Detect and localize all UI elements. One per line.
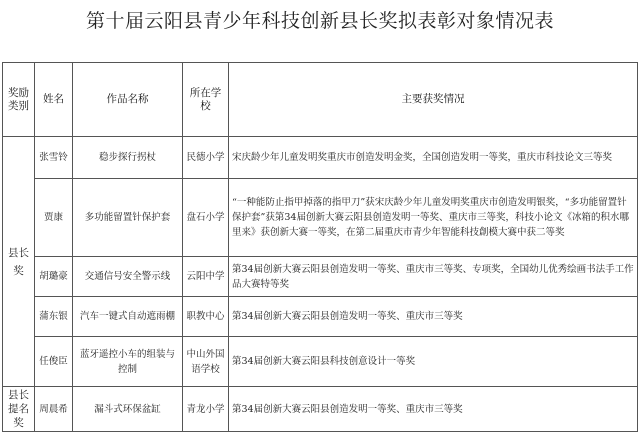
work-title: 稳步探行拐杖 [73, 137, 183, 179]
header-awards: 主要获奖情况 [229, 63, 638, 137]
work-title: 汽车一键式自动遮雨棚 [73, 297, 183, 337]
header-name: 姓名 [35, 63, 73, 137]
school-name: 中山外国语学校 [183, 337, 229, 387]
award-details: “一种能防止指甲掉落的指甲刀”获宋庆龄少年儿童发明奖重庆市创造发明银奖，“多功能留置针保护套”获第34届创新大赛云阳县创造发明一等奖、重庆市三等奖，科技小论文《冰箱的积水哪里来》获创新大赛一等奖，在第二届重庆市青少年智能科技創模大赛中获二等奖 [229, 179, 638, 257]
table-row [3, 257, 638, 297]
school-name: 云阳中学 [183, 257, 229, 297]
header-row [3, 63, 638, 137]
work-title: 蓝牙遥控小车的组装与控制 [73, 337, 183, 387]
school-name: 青龙小学 [183, 387, 229, 432]
category-cell: 县长提名奖 [3, 387, 35, 432]
school-name: 民德小学 [183, 137, 229, 179]
table-row [3, 179, 638, 257]
award-details: 第34届创新大赛云阳县创造发明一等奖、重庆市三等奖 [229, 387, 638, 432]
awards-table [2, 62, 638, 432]
award-details: 宋庆龄少年儿童发明奖重庆市创造发明金奖，全国创造发明一等奖，重庆市科技论文三等奖 [229, 137, 638, 179]
award-details: 第34届创新大赛云阳县创造发明一等奖、重庆市三等奖、专项奖，全国幼儿优秀绘画书法手工作品大赛特等奖 [229, 257, 638, 297]
student-name: 周晨希 [35, 387, 73, 432]
student-name: 蒲东银 [35, 297, 73, 337]
school-name: 职教中心 [183, 297, 229, 337]
student-name: 张雪铃 [35, 137, 73, 179]
header-school: 所在学校 [183, 63, 229, 137]
work-title: 多功能留置针保护套 [73, 179, 183, 257]
table-row [3, 297, 638, 337]
work-title: 漏斗式环保盆缸 [73, 387, 183, 432]
table-row [3, 337, 638, 387]
award-details: 第34届创新大赛云阳县科技创意设计一等奖 [229, 337, 638, 387]
header-work: 作品名称 [73, 63, 183, 137]
student-name: 胡璐豪 [35, 257, 73, 297]
category-cell: 县长奖 [3, 137, 35, 387]
document-title: 第十届云阳县青少年科技创新县长奖拟表彰对象情况表 [85, 10, 554, 32]
award-details: 第34届创新大赛云阳县创造发明一等奖、重庆市三等奖 [229, 297, 638, 337]
table-row [3, 387, 638, 432]
table-row [3, 137, 638, 179]
school-name: 盘石小学 [183, 179, 229, 257]
student-name: 任俊臣 [35, 337, 73, 387]
header-category: 奖励类别 [3, 63, 35, 137]
student-name: 贾康 [35, 179, 73, 257]
work-title: 交通信号安全警示线 [73, 257, 183, 297]
